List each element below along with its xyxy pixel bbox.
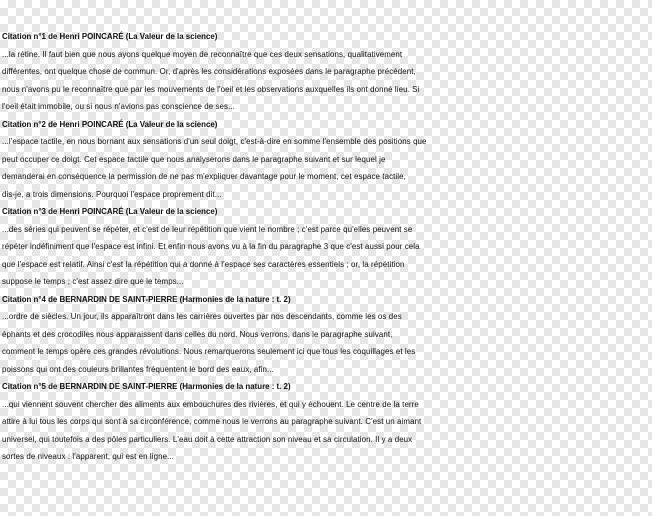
citation-text-line: comment le temps opère ces grandes révolutions. Nous remarquerons seulement ici que tous les coquillages et les [2, 347, 416, 356]
citation-title: Citation n°3 de Henri POINCARÉ (La Valeur de la science) [2, 207, 218, 216]
citation-text-line: demanderai en conséquence la permission de ne pas m'expliquer davantage pour le moment, cet espace tactile, [2, 172, 406, 181]
citation-text-line: peut occuper ce doigt. Cet espace tactile que nous analyserons dans le paragraphe suivant et sur lequel je [2, 154, 386, 164]
citation-3 [2, 203, 650, 291]
citation-4 [2, 291, 650, 379]
citation-title: Citation n°5 de BERNARDIN DE SAINT-PIERRE (Harmonies de la nature : t. 2) [2, 382, 291, 391]
citation-text-line: répéter indéfiniment que l'espace est infini. Et enfin nous avons vu à la fin du paragraphe 3 que c'est aussi pour cela [2, 242, 420, 251]
citation-title: Citation n°2 de Henri POINCARÉ (La Valeur de la science) [2, 119, 218, 129]
citation-text-line: sortes de niveaux : l'apparent, qui est en ligne... [2, 452, 174, 461]
citation-1 [2, 28, 650, 116]
citation-text-line: ...ordre de siècles. Un jour, ils apparaîtront dans les carrières ouvertes par nos descendants, comme les os des [2, 312, 402, 321]
citation-text-line: universel, qui toutefois a des pôles particuliers. L'eau doit à cette attraction son niveau et sa circulation. Il y a deux [2, 434, 413, 444]
citation-text-line: ...des séries qui peuvent se répéter, et c'est de leur répétition que vient le nombre ; c'est parce qu'elles peuvent se [2, 224, 413, 234]
citation-text-line: l'oeil était immobile, ou si nous n'avions pas conscience de ses... [2, 102, 235, 111]
citation-text-line: différentes, ont quelque chose de commun. Or, d'après les considérations exposées dans le paragraphe précédent, [2, 67, 416, 76]
citation-text-line: éphants et des crocodiles nous apparaissent dans celles du nord. Nous verrons, dans le paragraphe suivant, [2, 329, 393, 339]
citation-title: Citation n°4 de BERNARDIN DE SAINT-PIERRE (Harmonies de la nature : t. 2) [2, 294, 291, 304]
citation-5 [2, 378, 650, 466]
citation-2 [2, 116, 650, 204]
citation-text-line: suppose le temps ; c'est assez dire que le temps... [2, 277, 184, 286]
citation-text-line: dis-je, a trois dimensions. Pourquoi l'espace proprement dit... [2, 189, 222, 199]
citation-text-line: attire à lui tous les corps qui sont à sa circonférence, comme nous le verrons au paragraphe suivant. C'est un aimant [2, 417, 422, 426]
citation-text-line: ...qui viennent souvent chercher des aliments aux embouchures des rivières, et qui y échouent. Le centre de la terre [2, 399, 419, 409]
citation-text-line: ...l'espace tactile, en nous bornant aux sensations d'un seul doigt, c'est-à-dire en somme l'ensemble des positions que [2, 137, 427, 146]
citation-text-line: ...la rétine. Il faut bien que nous ayons quelque moyen de reconnaître que ces deux sensations, qualitativement [2, 49, 403, 59]
citation-text-line: poissons qui ont des couleurs brillantes fréquentent le bord des eaux, afin... [2, 364, 274, 374]
citations-list [2, 28, 650, 466]
citation-title: Citation n°1 de Henri POINCARÉ (La Valeur de la science) [2, 32, 218, 41]
citation-text-line: nous n'avons pu le reconnaître que par les mouvements de l'oeil et les observations auxquelles ils ont donné lieu. Si [2, 84, 420, 94]
citation-text-line: que l'espace est relatif. Ainsi c'est la répétition qui a donné à l'espace ses caractères essentiels ; or, la répétition [2, 259, 405, 269]
